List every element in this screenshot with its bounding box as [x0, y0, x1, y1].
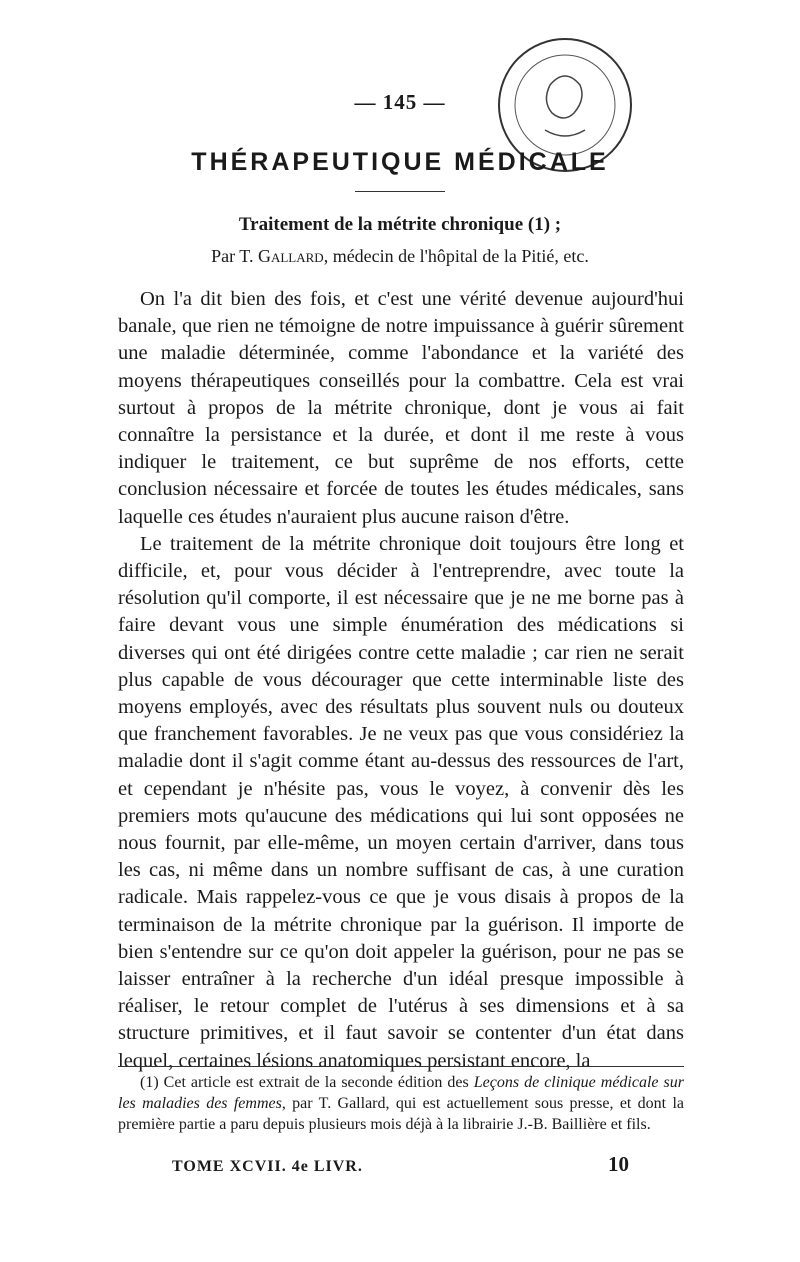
byline-suffix: , médecin de l'hôpital de la Pitié, etc. [323, 246, 589, 266]
article-byline [0, 246, 800, 267]
footnote-divider [118, 1066, 684, 1067]
signature-mark: TOME XCVII. 4e LIVR. [172, 1158, 363, 1175]
paragraph-2: Le traitement de la métrite chronique doit toujours être long et difficile, et, pour vous décider à l'entreprendre, avec toute la résolution qu'il comporte, il est nécessaire que je ne me borne pas à faire devant vous une simple énumération des médications si diverses qui ont été dirigées contre cette maladie ; car rien ne serait plus capable de vous décourager que cette interminable liste des moyens employés, avec des résultats plus souvent nuls ou douteux que franchement favorables. Je ne veux pas que vous considériez la maladie dont il s'agit comme étant au-dessus des ressources de l'art, et cependant je n'hésite pas, vous le voyez, à convenir dès les premiers mots qu'aucune des médications qui lui sont opposées ne nous fournit, par elle-même, un moyen certain d'arriver, dans tous les cas, ni même dans un nombre suffisant de cas, à une curation radicale. Mais rappelez-vous ce que je vous disais à propos de la terminaison de la métrite chronique par la guérison. Il importe de bien s'entendre sur ce qu'on doit appeler la guérison, pour ne pas se laisser entraîner à la recherche d'un idéal presque impossible à réaliser, le retour complet de l'utérus à ses dimensions et à sa structure primitives, et il faut savoir se contenter d'un état dans lequel, certaines lésions anatomiques persistant encore, la [118, 532, 684, 1072]
footnote-book-title: Leçons de clinique médicale sur les maladies des femmes [118, 1074, 685, 1112]
article-body [118, 286, 684, 1075]
article-title: Traitement de la métrite chronique (1) ; [238, 214, 562, 235]
footnote-text-3: , par T. Gallard, qui est actuellement sous presse, et dont la première partie a paru depuis plusieurs mois déjà à la librairie J.-B. Baillière et fils. [118, 1095, 684, 1133]
section-title: THÉRAPEUTIQUE MÉDICALE [191, 148, 609, 176]
footnote [118, 1072, 684, 1135]
paragraph-1: On l'a dit bien des fois, et c'est une vérité devenue aujourd'hui banale, que rien ne témoigne de notre impuissance à guérir sûrement une maladie déterminée, comme l'abondance et la variété des moyens thérapeutiques conseillés pour la combattre. Cela est vrai surtout à propos de la métrite chronique, dont je vous ai fait connaître la persistance et la durée, et dont il me reste à vous indiquer le traitement, ce but suprême de nos efforts, cette conclusion nécessaire et forcée de toutes les études médicales, sans laquelle ces études n'auraient plus aucune raison d'être. [118, 288, 684, 528]
title-divider [355, 191, 445, 192]
byline-prefix: Par T. [211, 246, 258, 266]
byline-author: Gallard [257, 246, 324, 266]
signature-number: 10 [608, 1152, 629, 1176]
footnote-text-1: (1) Cet article est extrait de la seconde édition des [140, 1074, 474, 1091]
page-number: — 145 — [354, 90, 446, 114]
